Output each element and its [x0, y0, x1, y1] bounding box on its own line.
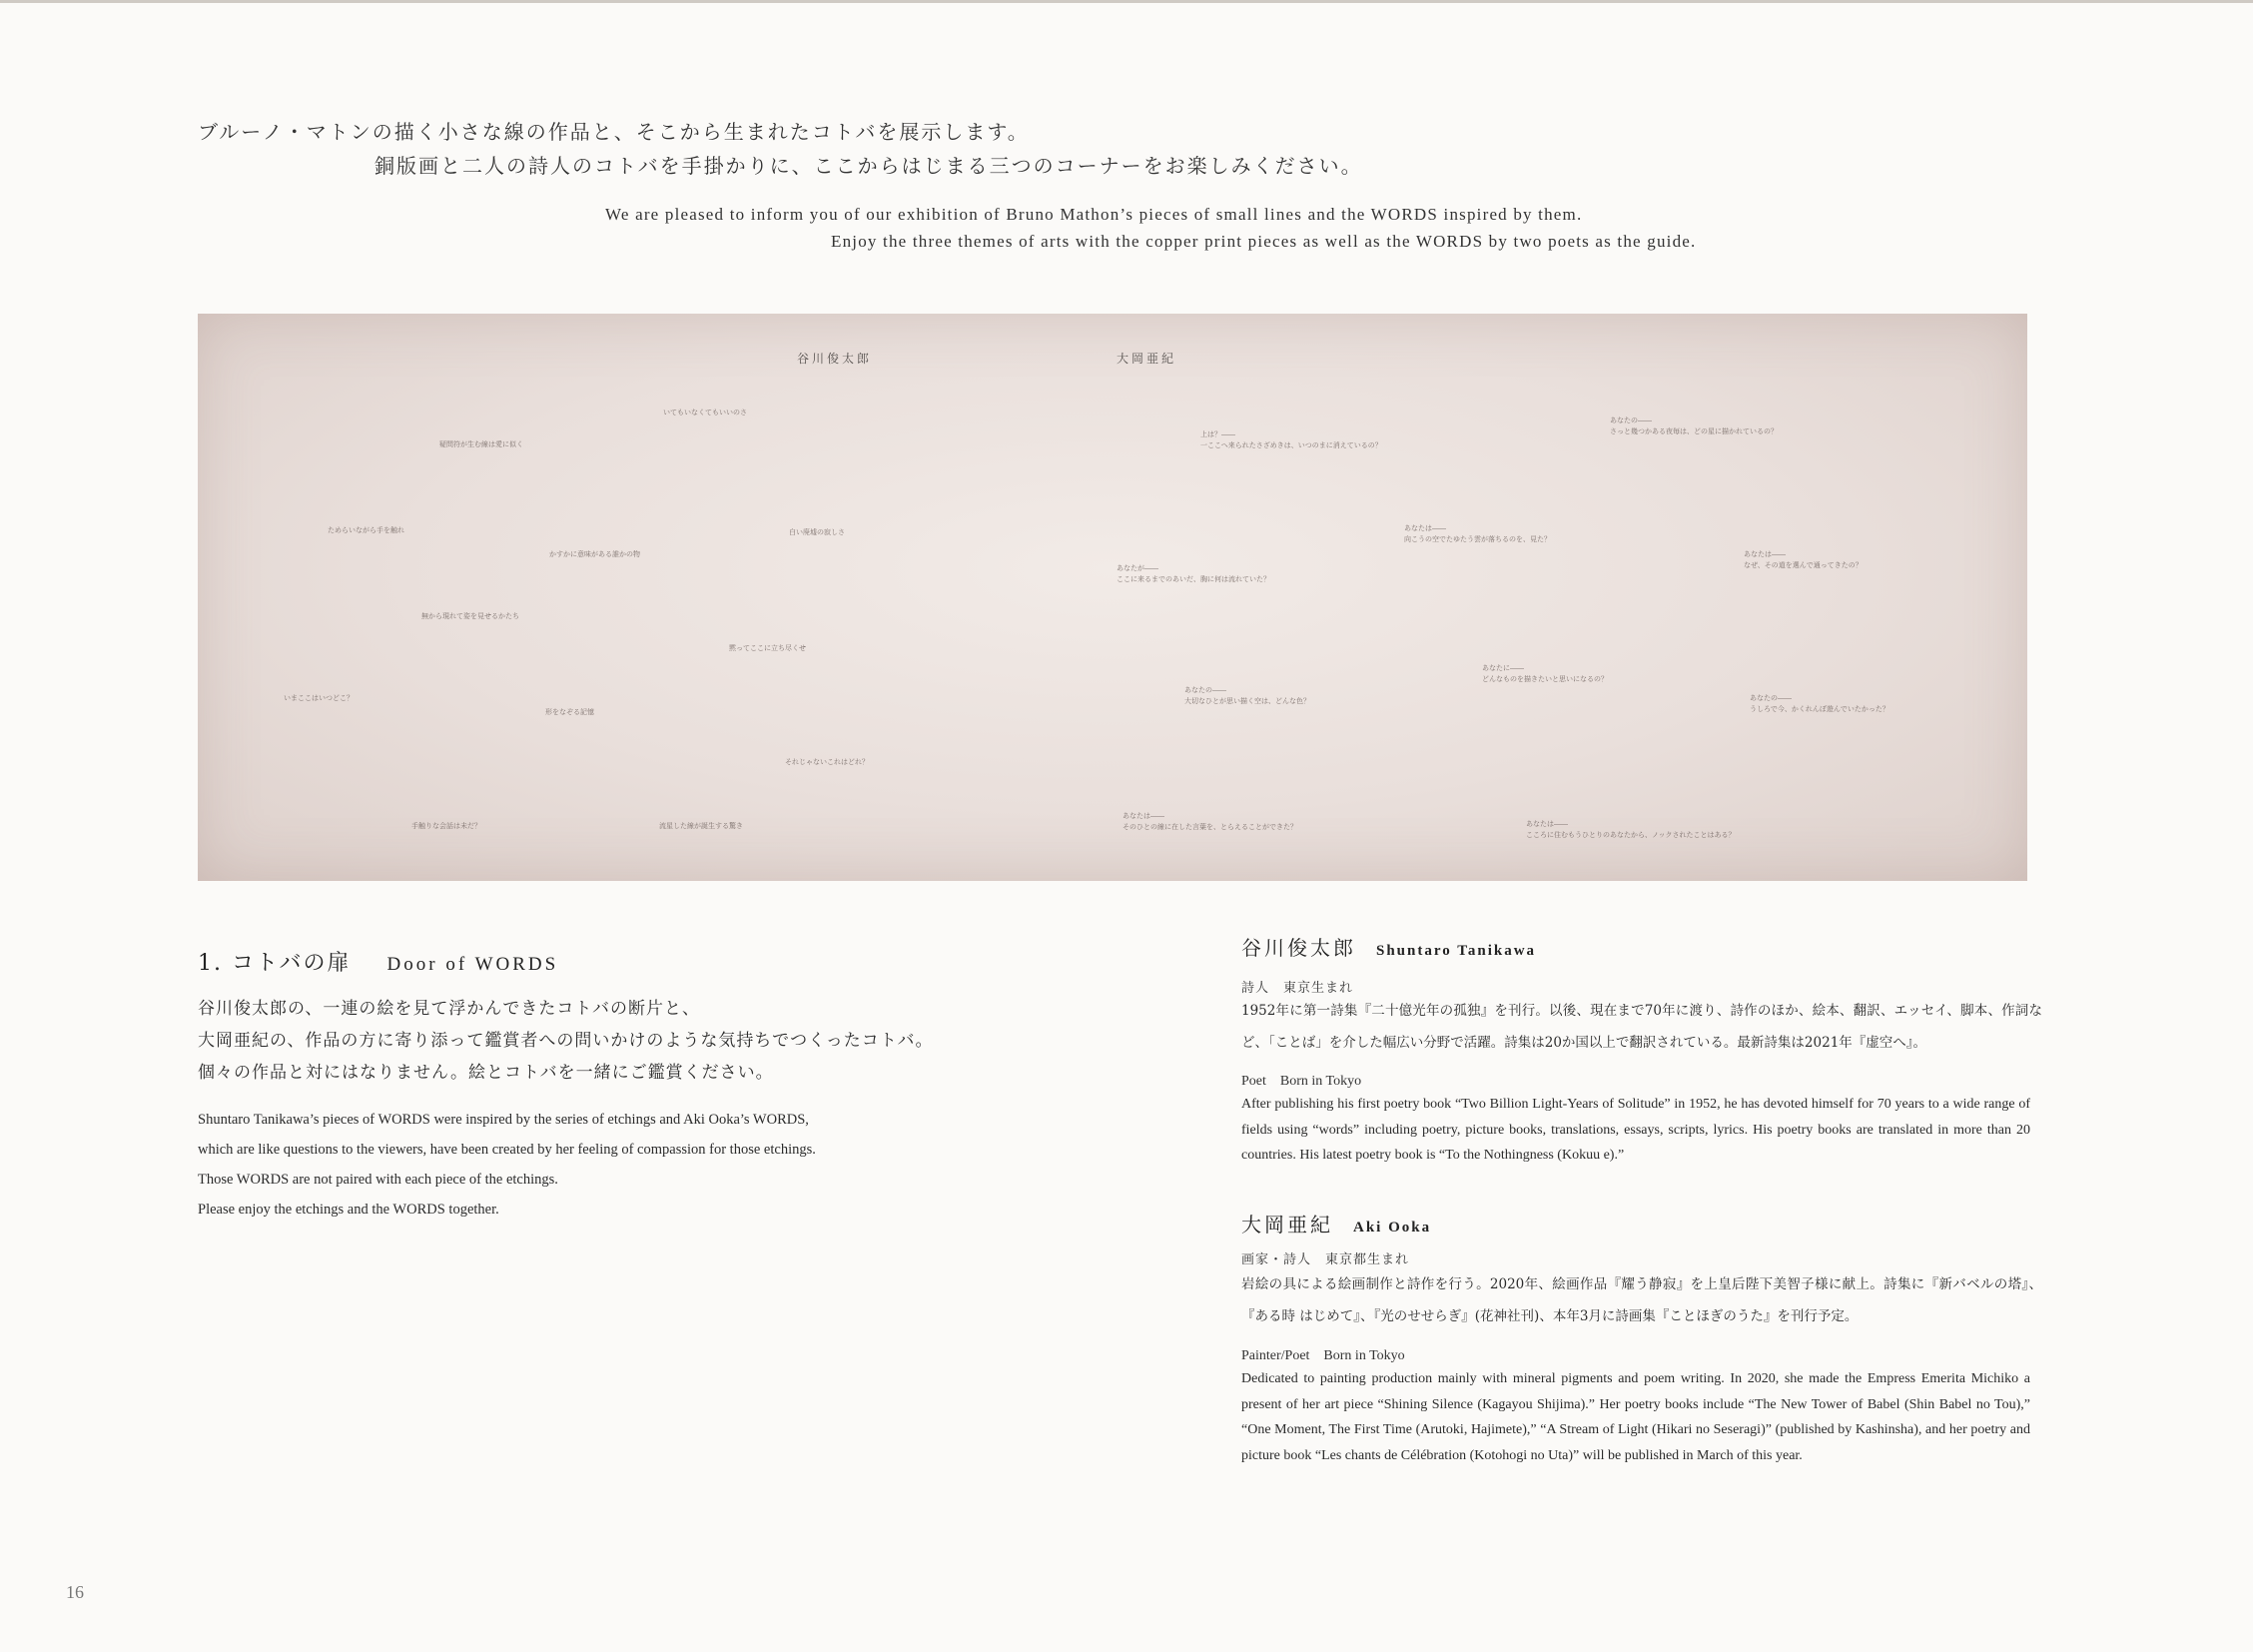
bio-tanikawa-role-jp: 詩人 東京生まれ [1241, 981, 1354, 996]
intro-jp-line-1: ブルーノ・マトンの描く小さな線の作品と、そこから生まれたコトバを展示します。 [198, 120, 1030, 144]
bio-tanikawa-name [1241, 932, 1536, 961]
wall-phrase: かすかに意味がある誰かの物 [549, 550, 640, 558]
section-title [198, 946, 558, 977]
wall-phrase: あなたは―― なぜ、その道を選んで通ってきたの？ [1744, 550, 1863, 569]
exhibition-wall-photo [198, 314, 2027, 881]
wall-phrase: 黙ってここに立ち尽くせ [729, 644, 806, 652]
photo-name-tanikawa: 谷川俊太郎 [797, 352, 873, 366]
bio-ooka-role-jp: 画家・詩人 東京都生まれ [1241, 1252, 1410, 1267]
page-number: 16 [66, 1582, 84, 1602]
section-jp-line: 個々の作品と対にはなりません。絵とコトバを一緒にご鑑賞ください。 [198, 1063, 774, 1083]
wall-phrase: 疑問符が生む線は愛に似く [439, 440, 523, 448]
bio-tanikawa-name-jp: 谷川俊太郎 [1241, 936, 1356, 960]
section-jp-line: 大岡亜紀の、作品の方に寄り添って鑑賞者への問いかけのような気持ちでつくったコトバ。 [198, 1031, 934, 1051]
wall-phrase: いてもいなくてもいいのさ [663, 409, 747, 416]
bio-tanikawa-role-en: Poet Born in Tokyo [1241, 1074, 1362, 1089]
bio-tanikawa-text-jp: 1952年に第一詩集『二十億光年の孤独』を刊行。以後、現在まで70年に渡り、詩作のほか、絵本、翻訳、エッセイ、脚本、作詞など、「ことば」を介した幅広い分野で活躍。詩集は20か国以上で翻訳されている。最新詩集は2021年『虚空へ』。 [1241, 1003, 2042, 1051]
wall-phrase: あなたは―― こころに住むもうひとりのあなたから、ノックされたことはある？ [1526, 820, 1736, 839]
wall-phrase: 手触りな会話は未だ？ [411, 822, 481, 830]
intro-en-line-2: Enjoy the three themes of arts with the copper print pieces as well as the WORDS by two poets as the guide. [831, 232, 1697, 251]
wall-phrase: あなたが―― ここに来るまでのあいだ、胸に何は流れていた？ [1117, 564, 1270, 583]
wall-phrase: 無から現れて姿を見せるかたち [421, 612, 519, 620]
photo-name-ooka: 大岡亜紀 [1117, 352, 1177, 366]
wall-phrase: あなたは―― そのひとの線に在した言葉を、とらえることができた？ [1123, 812, 1297, 831]
wall-phrase: 形をなぞる記憶 [545, 708, 594, 716]
bio-tanikawa-name-en: Shuntaro Tanikawa [1376, 943, 1537, 959]
section-en-line: Those WORDS are not paired with each piece of the etchings. [198, 1172, 558, 1188]
section-en-body [198, 1105, 1097, 1225]
wall-phrase: いまここはいつどこ？ [284, 694, 354, 702]
bio-ooka-text-jp: 岩絵の具による絵画制作と詩作を行う。2020年、絵画作品『耀う静寂』を上皇后陛下美智子様に献上。詩集に『新バベルの塔』、『ある時 はじめて』、『光のせせらぎ』(花神社刊)、本年3月に詩画集『ことほぎのうた』を刊行予定。 [1241, 1276, 2042, 1324]
intro-en-line-1: We are pleased to inform you of our exhibition of Bruno Mathon’s pieces of small lines and the WORDS inspired by them. [605, 205, 1583, 224]
bio-tanikawa-text-en: After publishing his first poetry book “Two Billion Light-Years of Solitude” in 1952, he has devoted himself for 70 years to a wide range of fields using “words” including poetry, picture books, translations, essays, scripts, lyrics. His poetry books are translated in more than 20 countries. His latest poetry book is “To the Nothingness (Kokuu e).” [1241, 1097, 2030, 1163]
top-rule [0, 0, 2253, 3]
wall-phrase: あなたの―― うしろで今、かくれんぼ遊んでいたかった？ [1750, 694, 1889, 713]
wall-phrase: 流星した線が誕生する驚き [659, 822, 743, 830]
bio-ooka-text-en: Dedicated to painting production mainly with mineral pigments and poem writing. In 2020, she made the Empress Emerita Michiko a present of her art piece “Shining Silence (Kagayou Shijima).” Her poetry books include “The New Tower of Babel (Shin Babel no Tou),” “One Moment, The First Time (Arutoki, Hajimete),” “A Stream of Light (Hikari no Seseragi)” (published by Kashinsha), and her poetry and picture book “Les chants de Célébration (Kotohogi no Uta)” will be published in March of this year. [1241, 1371, 2030, 1463]
section-en-line: Shuntaro Tanikawa’s pieces of WORDS were inspired by the series of etchings and Aki Ooka’s WORDS, [198, 1112, 809, 1128]
bio-ooka-name-jp: 大岡亜紀 [1241, 1213, 1333, 1237]
section-number-title: 1. コトバの扉 [198, 951, 352, 976]
wall-phrase: それじゃないこれはどれ？ [785, 758, 869, 766]
wall-phrase: ためらいながら手を触れ [328, 526, 404, 534]
bio-ooka-name [1241, 1209, 1431, 1238]
section-jp-line: 谷川俊太郎の、一連の絵を見て浮かんできたコトバの断片と、 [198, 999, 700, 1019]
wall-phrase: 上は？―― 一ここへ来られたさざめきは、いつのまに消えているの？ [1200, 430, 1382, 449]
wall-phrase: あなたの―― さっと幾つかある夜毎は、どの星に描かれているの？ [1610, 416, 1778, 435]
section-jp-body [198, 993, 1097, 1089]
wall-phrase: 白い廃墟の寂しさ [789, 528, 845, 536]
wall-phrase: あなたの―― 大切なひとが思い描く空は、どんな色？ [1184, 686, 1310, 705]
section-en-line: which are like questions to the viewers, have been created by her feeling of compassion for those etchings. [198, 1142, 816, 1158]
wall-phrase: あなたは―― 向こうの空でたゆたう雲が落ちるのを、見た？ [1404, 524, 1551, 543]
section-en-line: Please enjoy the etchings and the WORDS together. [198, 1202, 499, 1218]
wall-phrase: あなたに―― どんなものを描きたいと思いになるの？ [1482, 664, 1608, 683]
bio-ooka-name-en: Aki Ooka [1353, 1220, 1432, 1236]
bio-ooka-role-en: Painter/Poet Born in Tokyo [1241, 1348, 1405, 1363]
section-title-en: Door of WORDS [386, 954, 559, 975]
intro-jp-line-2: 銅版画と二人の詩人のコトバを手掛かりに、ここからはじまる三つのコーナーをお楽しみください。 [375, 154, 1363, 178]
